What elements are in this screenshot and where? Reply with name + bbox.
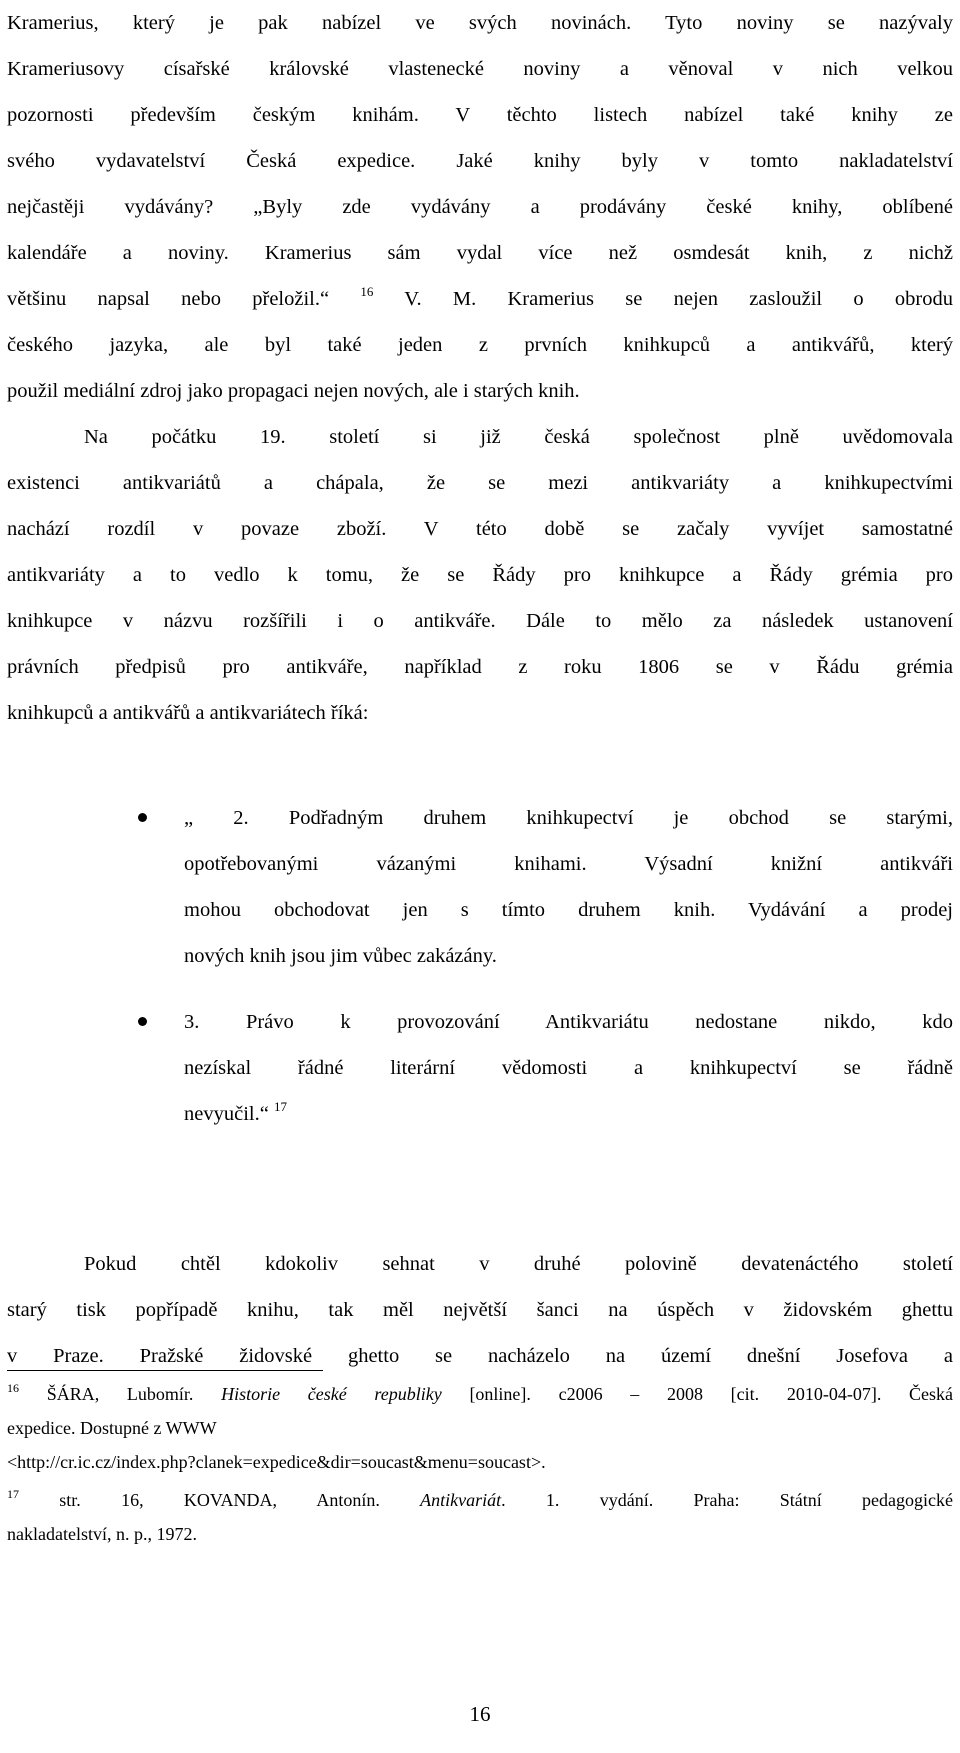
footnote-ref-17[interactable]: 17 xyxy=(273,1099,287,1114)
text-line: expedice. Dostupné z WWW xyxy=(7,1418,217,1438)
bullet-item xyxy=(0,999,953,1137)
text-line: mohou obchodovat jen s tímto druhem knih. Vydávání a prodej xyxy=(184,899,953,921)
text-line: v Praze. Pražské židovské ghetto se nacházelo na území dnešní Josefova a xyxy=(7,1345,953,1367)
text-line: Pokud chtěl kdokoliv sehnat v druhé polovině devatenáctého století xyxy=(84,1253,953,1275)
text-line: právních předpisů pro antikváře, například z roku 1806 se v Řádu grémia xyxy=(7,656,953,678)
text-line: nových knih jsou jim vůbec zakázány. xyxy=(184,945,497,967)
bullet-item xyxy=(0,795,953,979)
paragraph-kramerius xyxy=(7,0,953,736)
text-line: svého vydavatelství Česká expedice. Jaké knihy byly v tomto nakladatelství xyxy=(7,150,953,172)
text-line: existenci antikvariátů a chápala, že se mezi antikvariáty a knihkupectvími xyxy=(7,472,953,494)
text-line: Na počátku 19. století si již česká společnost plně uvědomovala xyxy=(84,426,953,448)
text-span: [online]. c2006 – 2008 [cit. 2010-04-07]. Česká xyxy=(441,1384,953,1404)
text-line: nachází rozdíl v povaze zboží. V této době se začaly vyvíjet samostatné xyxy=(7,518,953,540)
text-line xyxy=(7,276,953,322)
bullet-dot-icon xyxy=(138,813,147,822)
text-line: použil mediální zdroj jako propagaci nejen nových, ale i starých knih. xyxy=(7,380,580,402)
text-line: antikvariáty a to vedlo k tomu, že se Řády pro knihkupce a Řády grémia pro xyxy=(7,564,953,586)
text-span: ŠÁRA, Lubomír. xyxy=(46,1384,222,1404)
footnote-separator xyxy=(7,1370,323,1371)
text-line: českého jazyka, ale byl také jeden z prvních knihkupců a antikvářů, který xyxy=(7,334,953,356)
page-number: 16 xyxy=(469,1702,491,1726)
text-line: kalendáře a noviny. Kramerius sám vydal více než osmdesát knih, z nichž xyxy=(7,242,953,264)
text-line: opotřebovanými vázanými knihami. Výsadní knižní antikváři xyxy=(184,853,953,875)
text-line: knihkupců a antikvářů a antikvariátech říká: xyxy=(7,702,369,724)
text-line: Kramerius, který je pak nabízel ve svých novinách. Tyto noviny se nazývaly xyxy=(7,12,953,34)
bullet-dot-icon xyxy=(138,1017,147,1026)
text-line: „ 2. Podřadným druhem knihkupectví je obchod se starými, xyxy=(184,807,953,829)
footnotes xyxy=(7,1377,953,1551)
paragraph-ghetto xyxy=(7,1241,953,1379)
footnote-16 xyxy=(7,1377,953,1411)
text-span: V. M. Kramerius se nejen zasloužil o obrodu xyxy=(373,288,953,310)
text-span: nevyučil.“ xyxy=(184,1103,274,1125)
text-line: knihkupce v názvu rozšířili i o antikváře. Dále to mělo za následek ustanovení xyxy=(7,610,953,632)
footnote-ref-16[interactable]: 16 xyxy=(360,284,374,299)
text-line: Krameriusovy císařské královské vlastenecké noviny a věnoval v nich velkou xyxy=(7,58,953,80)
footnote-url[interactable]: <http://cr.ic.cz/index.php?clanek=expedice&dir=soucast&menu=soucast>. xyxy=(7,1452,546,1472)
text-line xyxy=(184,1091,953,1137)
text-line: nezískal řádné literární vědomosti a knihkupectví se řádně xyxy=(184,1057,953,1079)
footnote-number: 17 xyxy=(7,1487,19,1501)
text-span: . 1. vydání. Praha: Státní pedagogické xyxy=(501,1490,953,1510)
text-line: pozornosti především českým knihám. V těchto listech nabízel také knihy ze xyxy=(7,104,953,126)
text-line: nakladatelství, n. p., 1972. xyxy=(7,1524,197,1544)
footnote-number: 16 xyxy=(7,1381,19,1395)
citation-title: Antikvariát xyxy=(420,1490,502,1510)
citation-title: Historie české republiky xyxy=(221,1384,442,1404)
text-span: většinu napsal nebo přeložil.“ xyxy=(7,288,361,310)
text-line: starý tisk popřípadě knihu, tak měl největší šanci na úspěch v židovském ghettu xyxy=(7,1299,953,1321)
footnote-17 xyxy=(7,1483,953,1517)
text-line: nejčastěji vydávány? „Byly zde vydávány a prodávány české knihy, oblíbené xyxy=(7,196,953,218)
quote-bullet-list xyxy=(0,795,953,1157)
text-line: 3. Právo k provozování Antikvariátu nedostane nikdo, kdo xyxy=(184,1011,953,1033)
text-span: str. 16, KOVANDA, Antonín. xyxy=(59,1490,421,1510)
